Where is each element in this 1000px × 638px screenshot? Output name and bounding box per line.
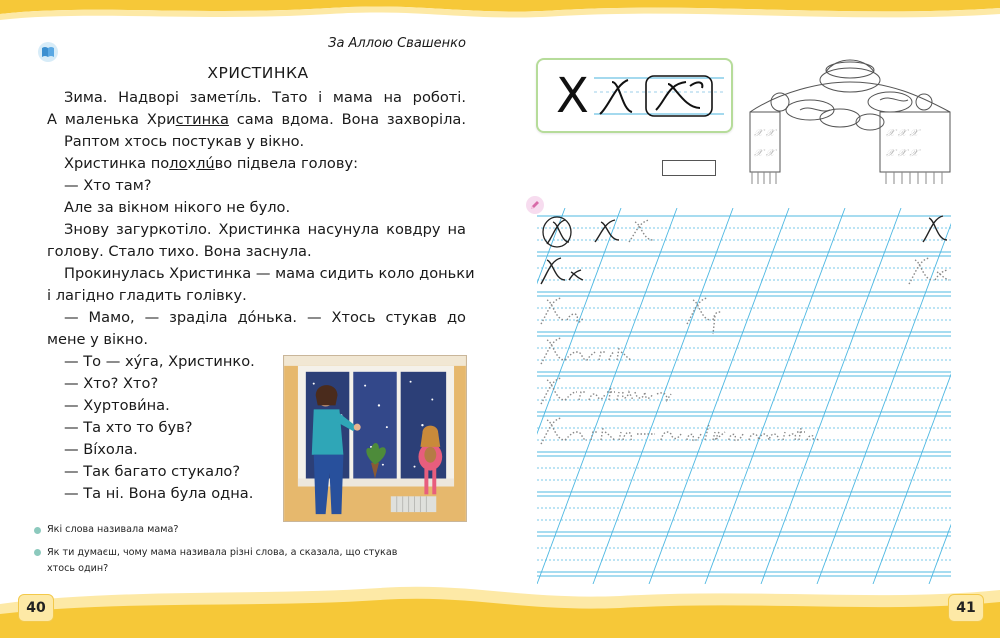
story-paragraph-6: Прокинулась Христинка — мама сидить коло доньки	[64, 265, 475, 282]
question-bullet	[34, 549, 41, 556]
svg-text:𝒳 𝒳 𝒳: 𝒳 𝒳 𝒳	[886, 148, 919, 159]
page-number-right: 41	[948, 594, 984, 622]
story-illustration	[283, 355, 467, 522]
question-bullet	[34, 527, 41, 534]
story-dialog-line: — Ві́хола.	[64, 441, 138, 458]
story-dialog-line: — Так багато стукало?	[64, 463, 241, 480]
story-dialog-line: — Хуртови́на.	[64, 397, 170, 414]
story-dialog-line: — Та хто то був?	[64, 419, 193, 436]
story-dialog-line: — Хто там?	[64, 177, 152, 194]
story-paragraph-7: — Мамо, — зраділа до́нька. — Хтось стукав до	[64, 309, 466, 326]
story-paragraph-2: Раптом хтось постукав у вікно.	[64, 133, 305, 150]
svg-text:𝒳 𝒳: 𝒳 𝒳	[754, 148, 775, 159]
story-paragraph-3: Христинка полохлúво підвела голову:	[64, 155, 359, 172]
svg-text:𝒳 𝒳 𝒳: 𝒳 𝒳 𝒳	[886, 128, 919, 139]
author-credit: За Аллою Свашенко	[328, 36, 466, 51]
book-icon	[38, 42, 58, 62]
story-dialog-line: — Хто? Хто?	[64, 375, 159, 392]
story-paragraph-5: Знову загуркотіло. Христинка насунула ковдру на	[64, 221, 466, 238]
question-2: Як ти думаєш, чому мама називала різні слова, а сказала, що стукав	[47, 547, 398, 558]
story-paragraph-7b: мене у вікно.	[47, 331, 149, 348]
answer-box[interactable]	[662, 160, 716, 176]
story-paragraph-1b: А маленька Христинка сама вдома. Вона захворіла.	[47, 111, 466, 128]
towel-bread-picture	[740, 52, 960, 187]
story-paragraph-6b: і лагідно гладить голівку.	[47, 287, 247, 304]
page-number-left: 40	[18, 594, 54, 622]
bottom-wave-decoration	[0, 578, 1000, 638]
story-paragraph-5b: голову. Стало тихо. Вона заснула.	[47, 243, 312, 260]
story-dialog-line: — Та ні. Вона була одна.	[64, 485, 254, 502]
story-dialog-line: — То — ху́га, Христинко.	[64, 353, 255, 370]
story-paragraph-1: Зима. Надворі заметі́ль. Тато і мама на роботі.	[64, 89, 466, 106]
copybook-lines	[537, 208, 951, 584]
top-wave-decoration	[0, 0, 1000, 40]
story-title: ХРИСТИНКА	[207, 64, 309, 82]
script-letters	[594, 70, 724, 120]
story-paragraph-4: Але за вікном нікого не було.	[64, 199, 291, 216]
question-1: Які слова називала мама?	[47, 524, 179, 535]
svg-text:𝒳 𝒳: 𝒳 𝒳	[754, 128, 775, 139]
printed-letter: Х	[556, 68, 589, 124]
question-2-cont: хтось один?	[47, 563, 109, 574]
